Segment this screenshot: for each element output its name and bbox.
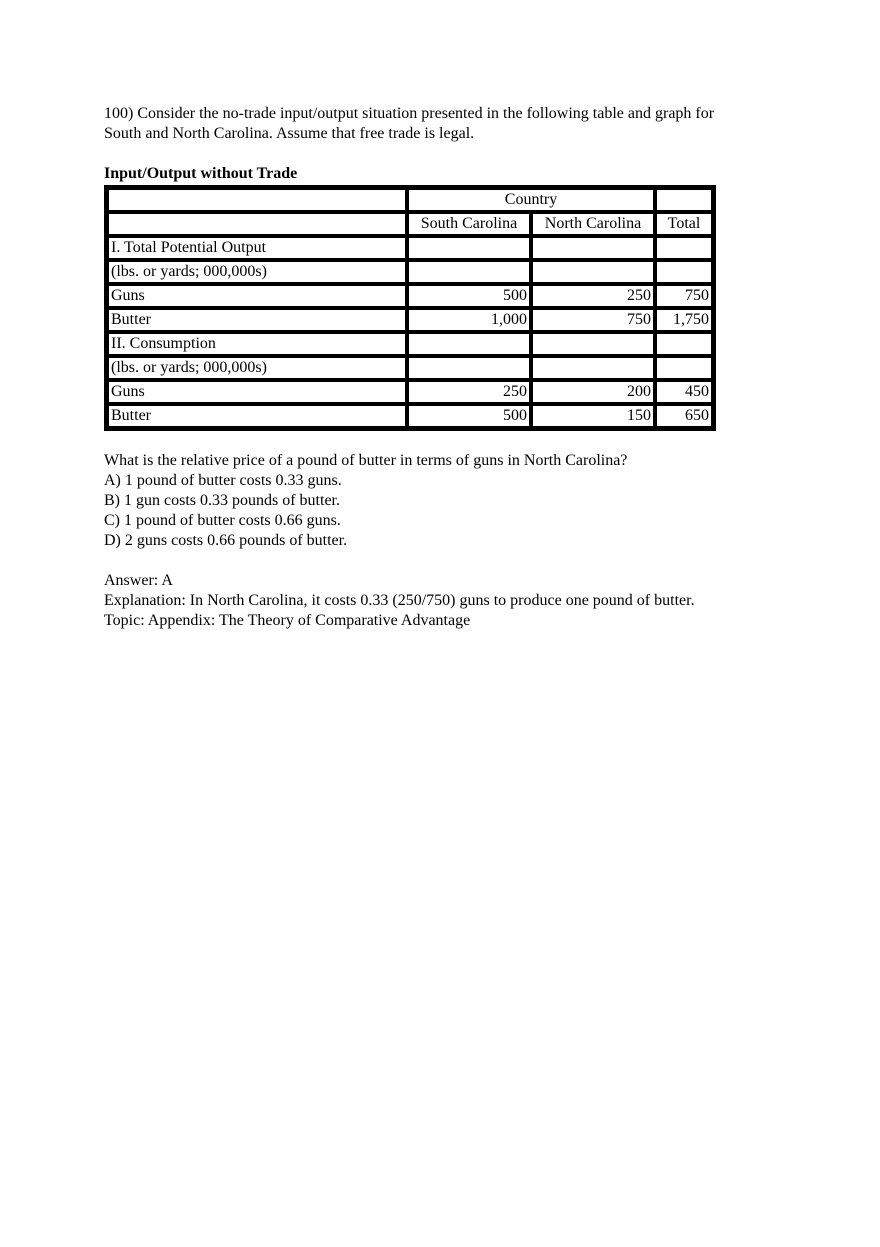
cell-south-carolina: 1,000 xyxy=(407,308,531,332)
cell-south-carolina: 500 xyxy=(407,284,531,308)
row-label: Guns xyxy=(107,284,407,308)
cell-south-carolina xyxy=(407,236,531,260)
question-intro xyxy=(104,104,784,144)
cell-south-carolina: 250 xyxy=(407,380,531,404)
answer-options xyxy=(104,471,784,551)
topic-line: Topic: Appendix: The Theory of Comparative Advantage xyxy=(104,612,471,629)
header-empty-cell xyxy=(655,188,713,212)
table-header-row-2 xyxy=(107,212,713,236)
table-row xyxy=(107,260,713,284)
intro-line-1: 100) Consider the no-trade input/output situation presented in the following table and graph for xyxy=(104,105,715,122)
row-label: II. Consumption xyxy=(107,332,407,356)
row-label: I. Total Potential Output xyxy=(107,236,407,260)
cell-south-carolina xyxy=(407,356,531,380)
cell-south-carolina xyxy=(407,332,531,356)
cell-north-carolina xyxy=(531,260,655,284)
table-row xyxy=(107,284,713,308)
cell-north-carolina: 250 xyxy=(531,284,655,308)
row-label: (lbs. or yards; 000,000s) xyxy=(107,356,407,380)
header-empty-cell xyxy=(107,212,407,236)
header-country: Country xyxy=(407,188,655,212)
cell-total: 1,750 xyxy=(655,308,713,332)
table-title: Input/Output without Trade xyxy=(104,165,298,182)
table-row xyxy=(107,356,713,380)
header-south-carolina: South Carolina xyxy=(407,212,531,236)
header-north-carolina: North Carolina xyxy=(531,212,655,236)
table-row xyxy=(107,332,713,356)
table-header-row-1 xyxy=(107,188,713,212)
row-label: Butter xyxy=(107,404,407,428)
cell-south-carolina xyxy=(407,260,531,284)
cell-total xyxy=(655,332,713,356)
cell-north-carolina xyxy=(531,236,655,260)
header-empty-cell xyxy=(107,188,407,212)
cell-total: 750 xyxy=(655,284,713,308)
explanation-line: Explanation: In North Carolina, it costs 0.33 (250/750) guns to produce one pound of butter. xyxy=(104,592,695,609)
question-prompt-block xyxy=(104,451,784,471)
cell-north-carolina: 150 xyxy=(531,404,655,428)
input-output-table xyxy=(104,185,716,431)
answer-line: Answer: A xyxy=(104,572,173,589)
cell-south-carolina: 500 xyxy=(407,404,531,428)
cell-total xyxy=(655,356,713,380)
cell-north-carolina: 750 xyxy=(531,308,655,332)
cell-total xyxy=(655,236,713,260)
cell-north-carolina xyxy=(531,356,655,380)
option-d: D) 2 guns costs 0.66 pounds of butter. xyxy=(104,532,348,549)
table-row xyxy=(107,308,713,332)
row-label: Butter xyxy=(107,308,407,332)
table-row xyxy=(107,380,713,404)
cell-north-carolina: 200 xyxy=(531,380,655,404)
table-row xyxy=(107,404,713,428)
cell-total xyxy=(655,260,713,284)
header-total: Total xyxy=(655,212,713,236)
cell-total: 650 xyxy=(655,404,713,428)
option-b: B) 1 gun costs 0.33 pounds of butter. xyxy=(104,492,340,509)
question-prompt: What is the relative price of a pound of butter in terms of guns in North Carolina? xyxy=(104,452,628,469)
row-label: Guns xyxy=(107,380,407,404)
answer-block xyxy=(104,571,784,631)
table-row xyxy=(107,236,713,260)
cell-north-carolina xyxy=(531,332,655,356)
option-a: A) 1 pound of butter costs 0.33 guns. xyxy=(104,472,342,489)
intro-line-2: South and North Carolina. Assume that free trade is legal. xyxy=(104,125,475,142)
row-label: (lbs. or yards; 000,000s) xyxy=(107,260,407,284)
cell-total: 450 xyxy=(655,380,713,404)
document-page xyxy=(104,104,784,631)
option-c: C) 1 pound of butter costs 0.66 guns. xyxy=(104,512,341,529)
